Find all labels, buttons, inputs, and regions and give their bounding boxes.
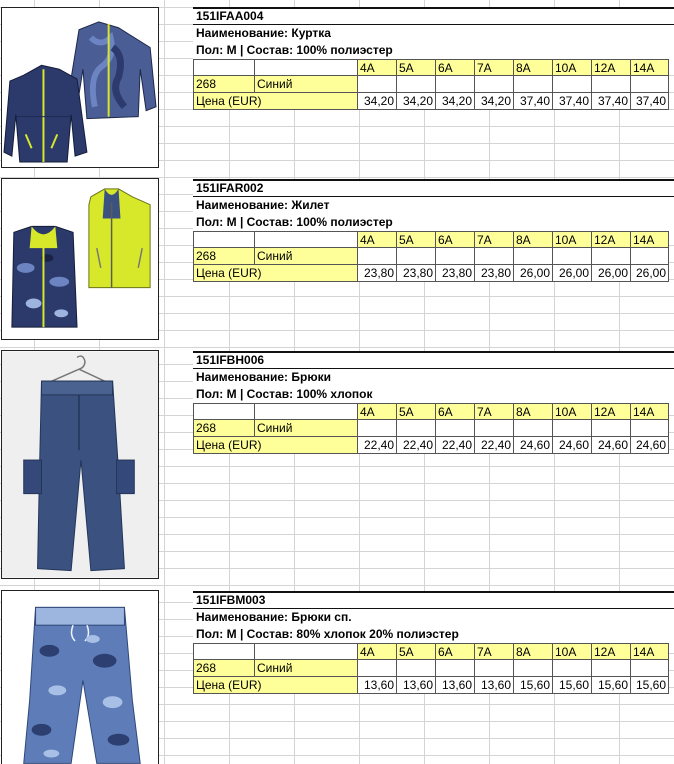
size-cell[interactable]: 7A (475, 59, 514, 76)
size-cell[interactable]: 12A (592, 231, 631, 248)
sport-trousers-image (2, 591, 158, 764)
product-name: Наименование: Брюки сп. (193, 609, 674, 626)
price-cell[interactable]: 13,60 (436, 677, 475, 694)
price-cell[interactable]: 22,40 (358, 437, 397, 454)
price-cell[interactable]: 15,60 (514, 677, 553, 694)
price-cell[interactable]: 34,20 (397, 93, 436, 110)
size-cell[interactable]: 6A (436, 231, 475, 248)
color-name-cell[interactable]: Синий (255, 660, 358, 677)
size-cell[interactable]: 5A (397, 643, 436, 660)
price-row (193, 265, 674, 282)
size-cell[interactable]: 8A (514, 403, 553, 420)
price-cell[interactable]: 22,40 (475, 437, 514, 454)
price-cell[interactable]: 23,80 (475, 265, 514, 282)
size-header-row (193, 59, 674, 76)
size-cell[interactable]: 6A (436, 643, 475, 660)
price-row (193, 93, 674, 110)
vest-yellow (89, 189, 150, 288)
size-cell[interactable]: 7A (475, 643, 514, 660)
size-cell[interactable]: 10A (553, 643, 592, 660)
color-code-cell[interactable]: 268 (193, 420, 255, 437)
size-cell[interactable]: 4A (358, 643, 397, 660)
size-cell[interactable]: 5A (397, 403, 436, 420)
jacket-image (2, 8, 158, 167)
product-photo-jacket[interactable] (1, 7, 159, 168)
product-code: 151IFBH006 (193, 351, 674, 369)
price-cell[interactable]: 13,60 (475, 677, 514, 694)
price-cell[interactable]: 37,40 (514, 93, 553, 110)
size-cell[interactable]: 5A (397, 231, 436, 248)
price-cell[interactable]: 15,60 (553, 677, 592, 694)
size-cell[interactable]: 5A (397, 59, 436, 76)
size-cell[interactable]: 4A (358, 231, 397, 248)
price-cell[interactable]: 23,80 (397, 265, 436, 282)
size-cell[interactable]: 14A (631, 403, 669, 420)
color-row (193, 248, 674, 265)
price-cell[interactable]: 34,20 (358, 93, 397, 110)
product-name: Наименование: Брюки (193, 369, 674, 386)
price-label-cell[interactable]: Цена (EUR) (193, 265, 358, 282)
color-row (193, 420, 674, 437)
price-cell[interactable]: 24,60 (514, 437, 553, 454)
product-sheet-1 (193, 7, 674, 110)
price-cell[interactable]: 13,60 (358, 677, 397, 694)
product-code: 151IFAA004 (193, 7, 674, 25)
color-row (193, 76, 674, 93)
product-composition: Пол: М | Состав: 100% хлопок (193, 386, 674, 403)
price-row (193, 437, 674, 454)
size-cell[interactable]: 6A (436, 59, 475, 76)
size-cell[interactable]: 10A (553, 231, 592, 248)
product-composition: Пол: М | Состав: 80% хлопок 20% полиэстер (193, 626, 674, 643)
size-cell[interactable]: 7A (475, 403, 514, 420)
jacket-front (4, 65, 87, 162)
color-row (193, 660, 674, 677)
price-cell[interactable]: 26,00 (553, 265, 592, 282)
price-cell[interactable]: 23,80 (358, 265, 397, 282)
product-sheet-3 (193, 351, 674, 454)
size-cell[interactable]: 8A (514, 231, 553, 248)
size-cell[interactable]: 8A (514, 643, 553, 660)
product-photo-vest[interactable] (1, 178, 159, 340)
color-code-cell[interactable]: 268 (193, 76, 255, 93)
color-name-cell[interactable]: Синий (255, 420, 358, 437)
price-cell[interactable]: 24,60 (553, 437, 592, 454)
size-cell[interactable]: 10A (553, 59, 592, 76)
price-label-cell[interactable]: Цена (EUR) (193, 677, 358, 694)
size-cell[interactable]: 14A (631, 59, 669, 76)
size-cell[interactable]: 10A (553, 403, 592, 420)
price-cell[interactable]: 22,40 (436, 437, 475, 454)
size-header-row (193, 643, 674, 660)
vest-image (2, 179, 158, 339)
size-header-row (193, 403, 674, 420)
product-photo-trousers[interactable] (1, 350, 159, 579)
price-cell[interactable]: 13,60 (397, 677, 436, 694)
price-label-cell[interactable]: Цена (EUR) (193, 93, 358, 110)
price-cell[interactable]: 37,40 (631, 93, 669, 110)
price-cell[interactable]: 26,00 (631, 265, 669, 282)
size-cell[interactable]: 7A (475, 231, 514, 248)
price-cell[interactable]: 23,80 (436, 265, 475, 282)
vest-camo (12, 226, 77, 327)
size-cell[interactable]: 4A (358, 59, 397, 76)
size-cell[interactable]: 4A (358, 403, 397, 420)
price-row (193, 677, 674, 694)
price-cell[interactable]: 37,40 (592, 93, 631, 110)
size-cell[interactable]: 12A (592, 59, 631, 76)
price-cell[interactable]: 24,60 (592, 437, 631, 454)
product-photo-sport-trousers[interactable] (1, 590, 159, 764)
product-composition: Пол: М | Состав: 100% полиэстер (193, 214, 674, 231)
size-cell[interactable]: 14A (631, 643, 669, 660)
price-cell[interactable]: 34,20 (475, 93, 514, 110)
price-cell[interactable]: 15,60 (631, 677, 669, 694)
product-composition: Пол: М | Состав: 100% полиэстер (193, 42, 674, 59)
price-cell[interactable]: 24,60 (631, 437, 669, 454)
product-code: 151IFBM003 (193, 591, 674, 609)
size-cell[interactable]: 8A (514, 59, 553, 76)
price-cell[interactable]: 37,40 (553, 93, 592, 110)
size-header-row (193, 231, 674, 248)
price-cell[interactable]: 34,20 (436, 93, 475, 110)
color-code-cell[interactable]: 268 (193, 660, 255, 677)
color-name-cell[interactable]: Синий (255, 248, 358, 265)
color-code-cell[interactable]: 268 (193, 248, 255, 265)
size-cell[interactable]: 12A (592, 643, 631, 660)
product-name: Наименование: Куртка (193, 25, 674, 42)
trousers-image (2, 351, 158, 578)
size-cell[interactable]: 14A (631, 231, 669, 248)
price-label-cell[interactable]: Цена (EUR) (193, 437, 358, 454)
product-sheet-4 (193, 591, 674, 694)
product-sheet-2 (193, 179, 674, 282)
size-cell[interactable]: 6A (436, 403, 475, 420)
product-name: Наименование: Жилет (193, 197, 674, 214)
price-cell[interactable]: 22,40 (397, 437, 436, 454)
price-cell[interactable]: 26,00 (592, 265, 631, 282)
color-name-cell[interactable]: Синий (255, 76, 358, 93)
price-cell[interactable]: 26,00 (514, 265, 553, 282)
price-cell[interactable]: 15,60 (592, 677, 631, 694)
product-code: 151IFAR002 (193, 179, 674, 197)
size-cell[interactable]: 12A (592, 403, 631, 420)
